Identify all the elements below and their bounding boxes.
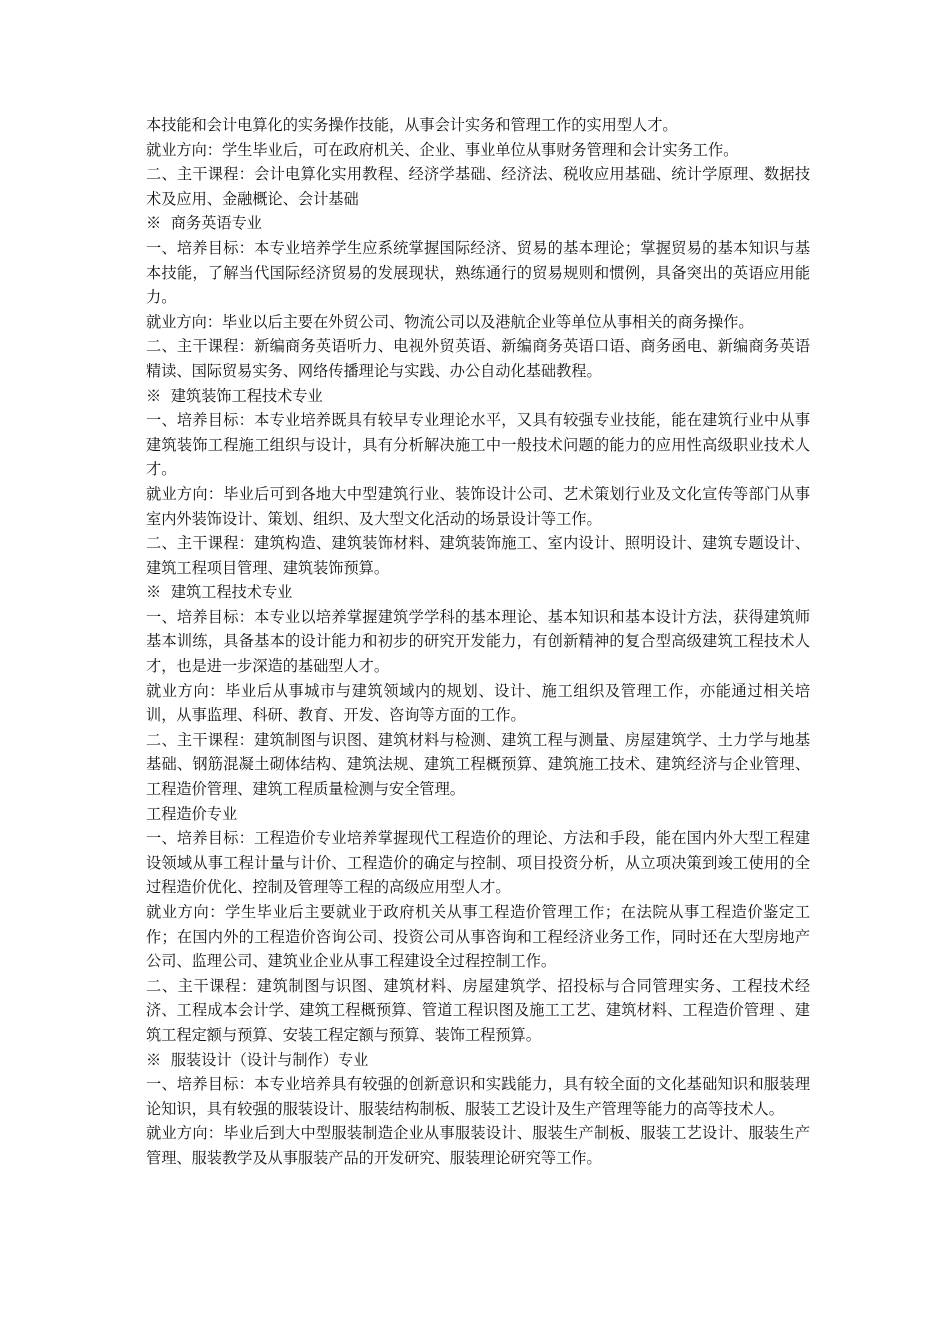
paragraph: 二、主干课程：建筑构造、建筑装饰材料、建筑装饰施工、室内设计、照明设计、建筑专题设计、建筑工程项目管理、建筑装饰预算。 (146, 534, 810, 577)
paragraph: 二、主干课程：新编商务英语听力、电视外贸英语、新编商务英语口语、商务函电、新编商务英语精读、国际贸易实务、网络传播理论与实践、办公自动化基础教程。 (146, 337, 810, 380)
section-heading: ※ 商务英语专业 (146, 214, 262, 233)
paragraph: 就业方向：毕业后可到各地大中型建筑行业、装饰设计公司、艺术策划行业及文化宣传等部门从事室内外装饰设计、策划、组织、及大型文化活动的场景设计等工作。 (146, 484, 810, 528)
section-heading: ※ 建筑装饰工程技术专业 (146, 386, 323, 405)
paragraph: 就业方向：学生毕业后主要就业于政府机关从事工程造价管理工作；在法院从事工程造价鉴定工作；在国内外的工程造价咨询公司、投资公司从事咨询和工程经济业务工作，同时还在大型房地产公司、监理公司、建筑业企业从事工程建设全过程控制工作。 (146, 903, 810, 971)
section-heading: 工程造价专业 (146, 804, 238, 823)
paragraph: 就业方向：毕业以后主要在外贸公司、物流公司以及港航企业等单位从事相关的商务操作。 (146, 312, 754, 331)
paragraph: 一、培养目标：本专业以培养掌握建筑学学科的基本理论、基本知识和基本设计方法，获得建筑师基本训练，具备基本的设计能力和初步的研究开发能力，有创新精神的复合型高级建筑工程技术人才，也是进一步深造的基础型人才。 (146, 607, 810, 676)
paragraph: 就业方向：毕业后到大中型服装制造企业从事服装设计、服装生产制板、服装工艺设计、服装生产管理、服装教学及从事服装产品的开发研究、服装理论研究等工作。 (146, 1124, 810, 1167)
paragraph: 二、主干课程：会计电算化实用教程、经济学基础、经济法、税收应用基础、统计学原理、数据技术及应用、金融概论、会计基础 (146, 165, 810, 208)
paragraph: 就业方向：学生毕业后，可在政府机关、企业、事业单位从事财务管理和会计实务工作。 (146, 140, 739, 159)
section-heading: ※ 服装设计（设计与制作）专业 (146, 1050, 369, 1069)
paragraph: 二、主干课程：建筑制图与识图、建筑材料与检测、建筑工程与测量、房屋建筑学、土力学与地基基础、钢筋混凝土砌体结构、建筑法规、建筑工程概预算、建筑施工技术、建筑经济与企业管理、工程造价管理、建筑工程质量检测与安全管理。 (146, 730, 810, 799)
paragraph: 一、培养目标：本专业培养既具有较早专业理论水平，又具有较强专业技能，能在建筑行业中从事建筑装饰工程施工组织与设计，具有分析解决施工中一般技术问题的能力的应用性高级职业技术人才。 (146, 411, 810, 479)
paragraph: 一、培养目标：本专业培养学生应系统掌握国际经济、贸易的基本理论；掌握贸易的基本知识与基本技能，了解当代国际经济贸易的发展现状，熟练通行的贸易规则和惯例，具备突出的英语应用能力。 (146, 238, 810, 307)
paragraph: 二、主干课程：建筑制图与识图、建筑材料、房屋建筑学、招投标与合同管理实务、工程技术经济、工程成本会计学、建筑工程概预算、管道工程识图及施工工艺、建筑材料、工程造价管理 、建筑工程定额与预算、安装工程定额与预算、装饰工程预算。 (146, 976, 810, 1044)
paragraph: 就业方向：毕业后从事城市与建筑领域内的规划、设计、施工组织及管理工作，亦能通过相关培训，从事监理、科研、教育、开发、咨询等方面的工作。 (146, 681, 810, 725)
paragraph: 本技能和会计电算化的实务操作技能，从事会计实务和管理工作的实用型人才。 (146, 116, 678, 134)
paragraph: 一、培养目标：本专业培养具有较强的创新意识和实践能力，具有较全面的文化基础知识和服装理论知识，具有较强的服装设计、服装结构制板、服装工艺设计及生产管理等能力的高等技术人。 (146, 1075, 810, 1118)
document-body (146, 113, 810, 1171)
paragraph: 一、培养目标：工程造价专业培养掌握现代工程造价的理论、方法和手段，能在国内外大型工程建设领域从事工程计量与计价、工程造价的确定与控制、项目投资分析，从立项决策到竣工使用的全过程造价优化、控制及管理等工程的高级应用型人才。 (146, 829, 810, 897)
section-heading: ※ 建筑工程技术专业 (146, 583, 293, 602)
